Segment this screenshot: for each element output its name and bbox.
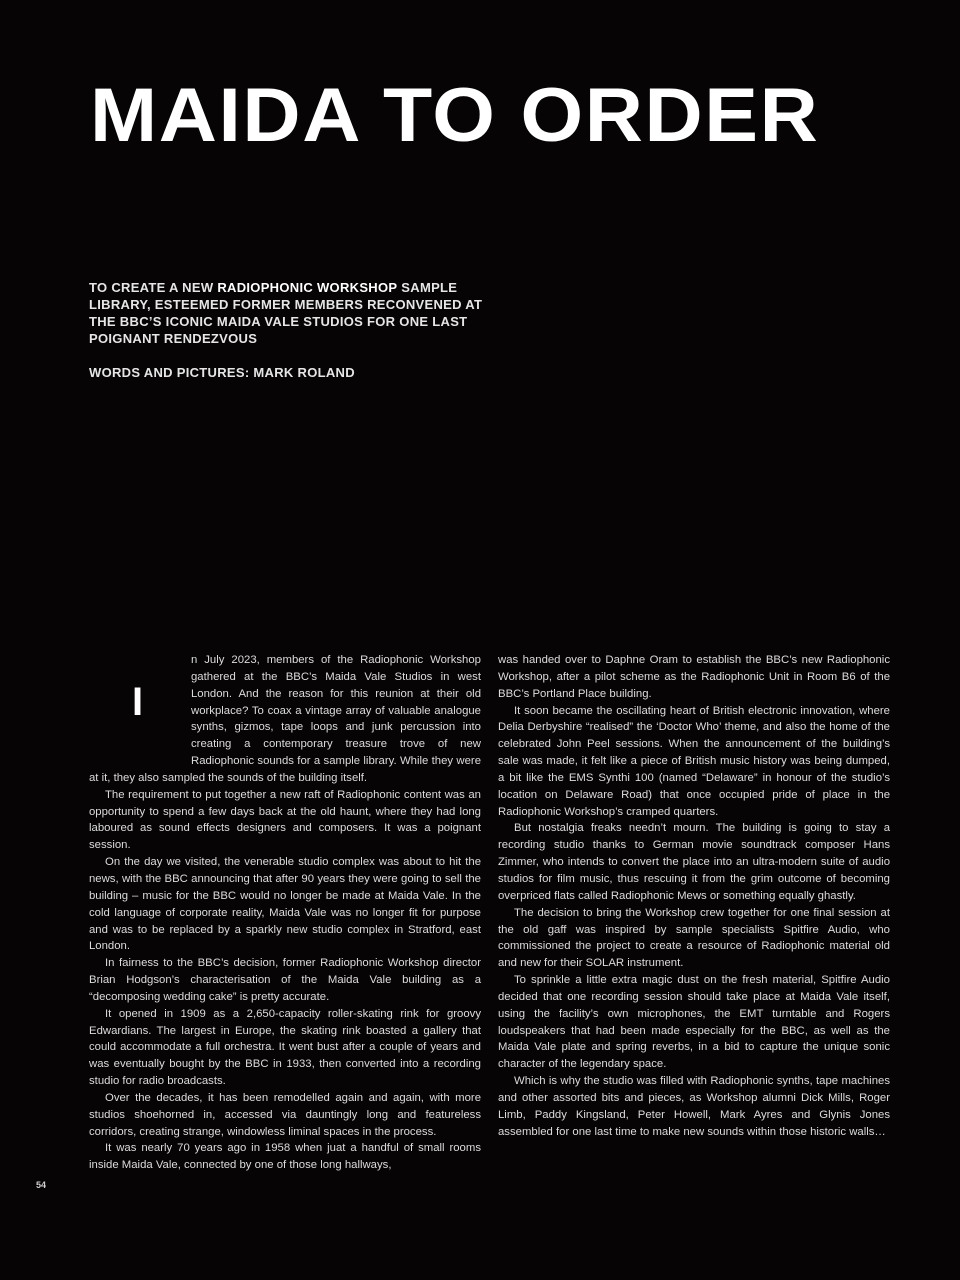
- body-paragraph: The requirement to put together a new raft of Radiophonic content was an opportunity to spend a few days back at the old haunt, where they had long laboured as sound effects designers and composers. It was a poignant session.: [89, 788, 481, 852]
- page-number: 54: [36, 1180, 47, 1190]
- body-paragraph: Over the decades, it has been remodelled again and again, with more studios shoehorned in, accessed via dauntingly long and featureless corridors, creating strange, windowless liminal spaces in the process.: [89, 1091, 481, 1138]
- body-paragraph: Which is why the studio was filled with Radiophonic synths, tape machines and other assorted bits and pieces, as Workshop alumni Dick Mills, Roger Limb, Paddy Kingsland, Peter Howell, Mark Ayres and Glynis Jones assembled for one last time to make new sounds within those historic walls…: [498, 1075, 890, 1138]
- standfirst-highlight: RADIOPHONIC WORKSHOP: [217, 280, 398, 295]
- body-paragraph: To sprinkle a little extra magic dust on the fresh material, Spitfire Audio decided that one recording session should take place at Maida Vale itself, using the facility’s own microphones, the EMT turntable and Rogers loudspeakers that had been made especially for the BBC, as well as the Maida Vale plate and spring reverbs, in a bid to capture the unique sonic character of the legendary space.: [498, 974, 890, 1071]
- body-paragraph: It opened in 1909 as a 2,650-capacity roller-skating rink for groovy Edwardians. The largest in Europe, the skating rink boasted a gallery that could accommodate a full orchestra. It went bust after a couple of years and was eventually bought by the BBC in 1933, then converted into a recording studio for radio broadcasts.: [89, 1007, 481, 1088]
- standfirst-text: SAMPLE LIBRARY, ESTEEMED FORMER MEMBERS RECONVENED AT THE BBC’S ICONIC MAIDA VALE STUDIOS FOR ONE LAST POIGNANT RENDEZVOUS: [89, 280, 483, 346]
- byline: WORDS AND PICTURES: MARK ROLAND: [89, 365, 355, 380]
- drop-cap: I: [132, 680, 144, 724]
- body-paragraph: In fairness to the BBC’s decision, former Radiophonic Workshop director Brian Hodgson’s characterisation of the Maida Vale building as a “decomposing wedding cake” is pretty accurate.: [89, 957, 481, 1003]
- body-paragraph: It was nearly 70 years ago in 1958 when juat a handful of small rooms inside Maida Vale, connected by one of those long hallways,: [89, 1142, 481, 1172]
- body-paragraph: n July 2023, members of the Radiophonic Workshop gathered at the BBC’s Maida Vale Studios in west London. And the reason for this reunion at their old workplace? To coax a vintage array of valuable analogue synths, gizmos, tape loops and junk percussion into creating a contemporary treasure trove of new Radiophonic sounds for a sample library. While they were at it, they also sampled the sounds of the building itself.: [89, 654, 481, 784]
- body-paragraph: But nostalgia freaks needn’t mourn. The building is going to stay a recording studio thanks to German movie soundtrack composer Hans Zimmer, who intends to convert the place into an ultra-modern suite of audio studios for film music, thus rescuing it from the grim outcome of becoming overpriced flats called Radiophonic Mews or something equally ghastly.: [498, 822, 890, 902]
- standfirst: [89, 279, 489, 347]
- article-title: MAIDA TO ORDER: [90, 73, 820, 158]
- body-paragraph: was handed over to Daphne Oram to establish the BBC’s new Radiophonic Workshop, after a pilot scheme as the Radiophonic Unit in Room B6 of the BBC’s Portland Place building.: [498, 654, 890, 700]
- body-column-right: [498, 652, 890, 1140]
- body-paragraph: The decision to bring the Workshop crew together for one final session at the old gaff was inspired by sample specialists Spitfire Audio, who commissioned the project to create a resource of Radiophonic material old and new for their SOLAR instrument.: [498, 906, 890, 970]
- standfirst-text: TO CREATE A NEW: [89, 280, 218, 295]
- body-column-left: [89, 652, 481, 1174]
- body-paragraph: It soon became the oscillating heart of British electronic innovation, where Delia Derbyshire “realised” the ‘Doctor Who’ theme, and also the home of the celebrated John Peel sessions. When the announcement of the building’s sale was made, it felt like a piece of British music history was being dumped, a bit like the EMS Synthi 100 (named “Delaware” in honour of the studio’s location on Delaware Road) that once occupied pride of place in the Radiophonic Workshop’s cramped quarters.: [498, 704, 890, 818]
- body-paragraph: On the day we visited, the venerable studio complex was about to hit the news, with the BBC announcing that after 90 years they were going to sell the building – music for the BBC would no longer be made at Maida Vale. In the cold language of corporate reality, Maida Vale was no longer fit for purpose and was to be replaced by a sparkly new studio complex in Stratford, east London.: [89, 856, 481, 953]
